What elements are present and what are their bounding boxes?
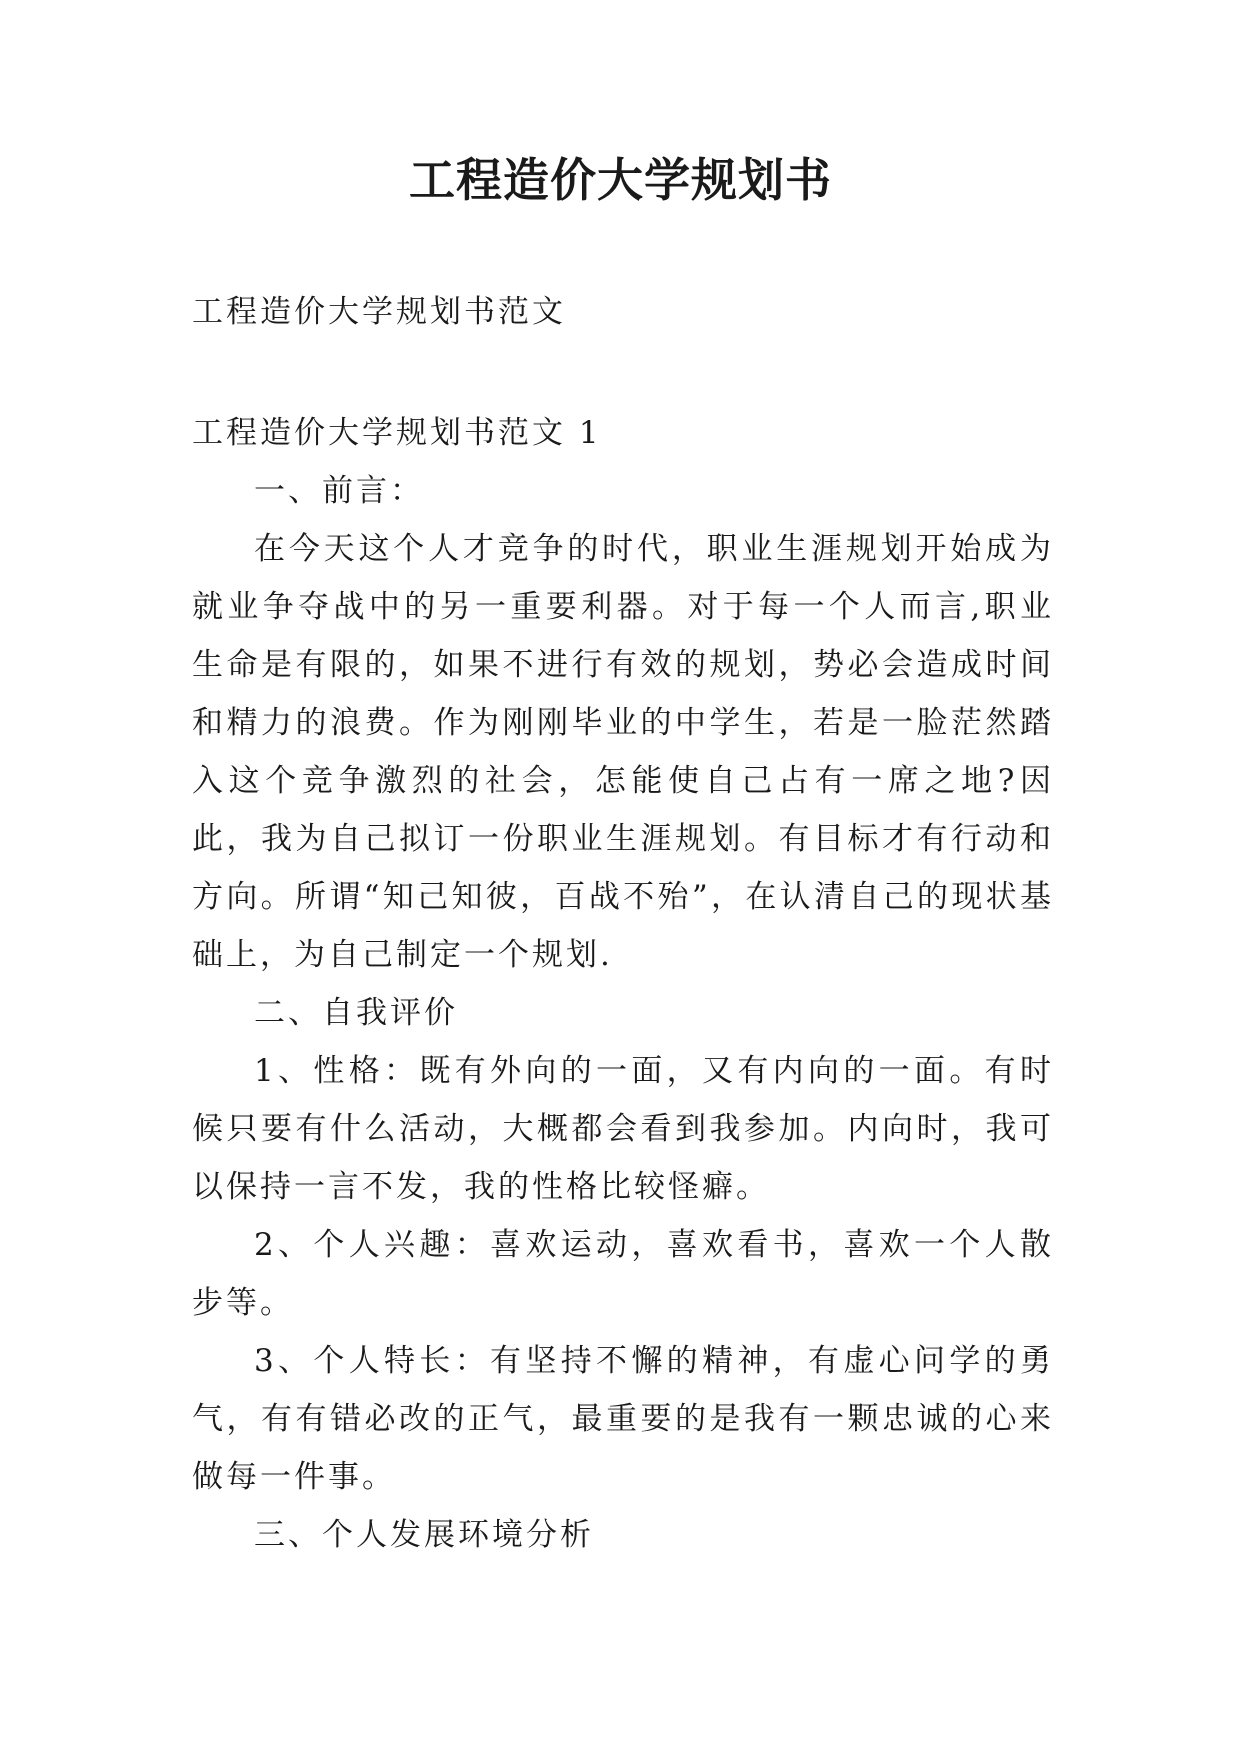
document-subtitle: 工程造价大学规划书范文 — [192, 294, 566, 330]
document-body — [192, 404, 1054, 1564]
paragraph-strengths: 3、个人特长：有坚持不懈的精神，有虚心问学的勇气，有有错必改的正气，最重要的是我有一颗忠诚的心来做每一件事。 — [192, 1343, 1054, 1495]
section-heading-fanwen-1: 工程造价大学规划书范文 1 — [192, 415, 602, 451]
document-title: 工程造价大学规划书 — [409, 153, 832, 207]
paragraph-personality: 1、性格：既有外向的一面，又有内向的一面。有时候只要有什么活动，大概都会看到我参加。内向时，我可以保持一言不发，我的性格比较怪癖。 — [192, 1053, 1054, 1205]
paragraph-preface: 在今天这个人才竞争的时代，职业生涯规划开始成为就业争夺战中的另一重要利器。对于每一个人而言,职业生命是有限的，如果不进行有效的规划，势必会造成时间和精力的浪费。作为刚刚毕业的中学生，若是一脸茫然踏入这个竞争激烈的社会，怎能使自己占有一席之地?因此，我为自己拟订一份职业生涯规划。有目标才有行动和方向。所谓“知己知彼，百战不殆”，在认清自己的现状基础上，为自己制定一个规划. — [192, 531, 1054, 973]
section-heading-environment: 三、个人发展环境分析 — [254, 1517, 594, 1553]
section-heading-preface: 一、前言： — [254, 473, 424, 509]
paragraph-interests: 2、个人兴趣：喜欢运动，喜欢看书，喜欢一个人散步等。 — [192, 1227, 1054, 1321]
section-heading-self-evaluation: 二、自我评价 — [254, 995, 458, 1031]
